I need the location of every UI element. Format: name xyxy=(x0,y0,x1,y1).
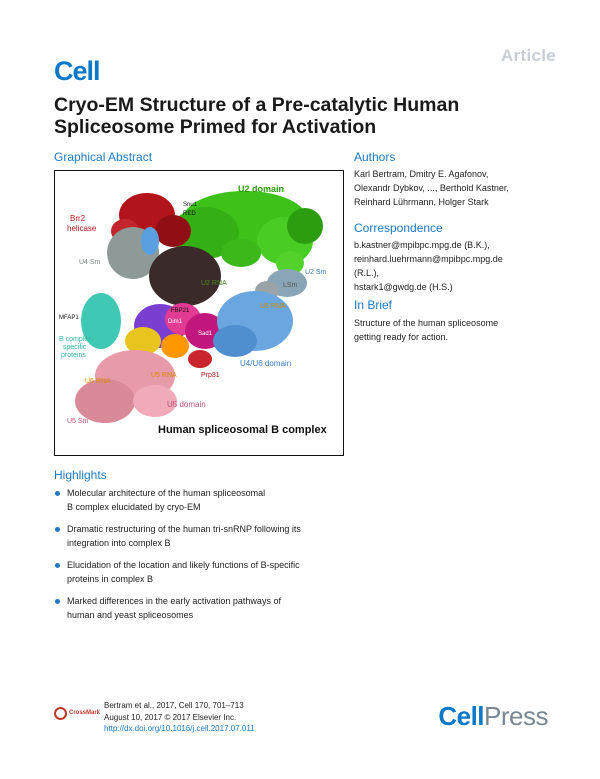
authors-line: Reinhard Lührmann, Holger Stark xyxy=(354,197,489,207)
label-proteins: proteins xyxy=(61,352,86,359)
crossmark-label: CrossMark xyxy=(69,710,101,716)
authors-line: Karl Bertram, Dmitry E. Agafonov, xyxy=(354,169,489,179)
in-brief-heading: In Brief xyxy=(354,298,393,312)
correspondence-block xyxy=(354,238,503,294)
publisher-logo-press: Press xyxy=(484,701,548,731)
email-link-hs[interactable]: hstark1@gwdg.de (H.S.) xyxy=(354,282,453,292)
highlight-item: Elucidation of the location and likely functions of B-specific proteins in complex B xyxy=(54,559,354,586)
bullet-icon xyxy=(55,491,60,496)
publisher-logo xyxy=(438,701,548,732)
u5-rna-density xyxy=(161,334,189,358)
highlight-item: Molecular architecture of the human spliceosomal B complex elucidated by cryo-EM xyxy=(54,487,354,514)
label-specific: specific xyxy=(63,344,87,351)
correspondence-heading: Correspondence xyxy=(354,221,443,235)
label-u6-rna-left: U6 RNA xyxy=(85,378,111,385)
paper-title: Cryo-EM Structure of a Pre-catalytic Human Spliceosome Primed for Activation xyxy=(54,94,460,138)
bullet-icon xyxy=(55,563,60,568)
label-dim1: Dim1 xyxy=(168,319,183,325)
dark-core-density xyxy=(149,246,221,306)
spliceosome-structure-illustration xyxy=(55,171,343,455)
in-brief-line: getting ready for action. xyxy=(354,332,449,342)
highlights-list xyxy=(54,487,354,631)
journal-logo: Cell xyxy=(54,56,100,86)
article-type-label: Article xyxy=(500,46,556,65)
u4-sm-accent xyxy=(141,227,159,255)
label-u2-domain: U2 domain xyxy=(238,184,285,194)
label-u2-sm: U2 Sm xyxy=(305,269,327,276)
u4u6-accent xyxy=(213,325,257,357)
email-link-rl[interactable]: reinhard.luehrmann@mpibpc.mpg.de xyxy=(354,254,503,264)
bullet-icon xyxy=(55,599,60,604)
label-mfap1: MFAP1 xyxy=(59,315,79,321)
label-u5-sm: U5 Sm xyxy=(67,418,89,425)
label-red: RED xyxy=(183,211,196,217)
citation-footer xyxy=(104,700,255,735)
label-prp31: Prp31 xyxy=(201,372,220,379)
authors-block xyxy=(354,167,509,209)
highlight-item: Marked differences in the early activation pathways of human and yeast spliceosomes xyxy=(54,595,354,622)
in-brief-line: Structure of the human spliceosome xyxy=(354,318,499,328)
figure-caption: Human spliceosomal B complex xyxy=(158,424,327,436)
label-snu1: Snu1 xyxy=(183,202,198,208)
publisher-logo-cell: Cell xyxy=(438,701,485,731)
date-copyright-line: August 10, 2017 © 2017 Elsevier Inc. xyxy=(104,712,237,722)
highlight-item: Dramatic restructuring of the human tri-snRNP following its integration into complex B xyxy=(54,523,354,550)
correspondence-line: (R.L.), xyxy=(354,268,380,278)
citation-line: Bertram et al., 2017, Cell 170, 701–713 xyxy=(104,701,244,710)
label-u4u6-domain: U4/U6 domain xyxy=(240,359,292,368)
label-sad1: Sad1 xyxy=(198,331,213,337)
graphical-abstract-figure xyxy=(54,170,344,456)
label-b-complex: B complex xyxy=(59,336,92,343)
u5-domain-density xyxy=(75,350,177,423)
email-link-bk[interactable]: b.kastner@mpibpc.mpg.de (B.K.), xyxy=(354,240,490,250)
authors-heading: Authors xyxy=(354,150,396,164)
in-brief-text xyxy=(354,316,498,344)
bullet-icon xyxy=(55,527,60,532)
label-u6-rna-right: U6 RNA xyxy=(260,303,286,310)
authors-line: Olexandr Dybkov, ..., Berthold Kastner, xyxy=(354,183,509,193)
label-u5-rna: U5 RNA xyxy=(151,372,177,379)
label-brr2: Brr2 xyxy=(70,214,86,223)
label-u5-domain: U5 domain xyxy=(167,400,206,409)
label-fbp21: FBP21 xyxy=(171,308,190,314)
crossmark-icon[interactable] xyxy=(54,707,67,720)
doi-link[interactable]: http://dx.doi.org/10.1016/j.cell.2017.07.011 xyxy=(104,724,255,733)
prp31-density xyxy=(188,350,212,368)
label-helicase: helicase xyxy=(67,224,97,233)
label-u4-sm: U4 Sm xyxy=(79,259,101,266)
highlights-heading: Highlights xyxy=(54,468,107,482)
label-lsm: LSm xyxy=(283,282,298,289)
label-u2-rna: U2 RNA xyxy=(201,280,227,287)
graphical-abstract-heading: Graphical Abstract xyxy=(54,150,153,164)
